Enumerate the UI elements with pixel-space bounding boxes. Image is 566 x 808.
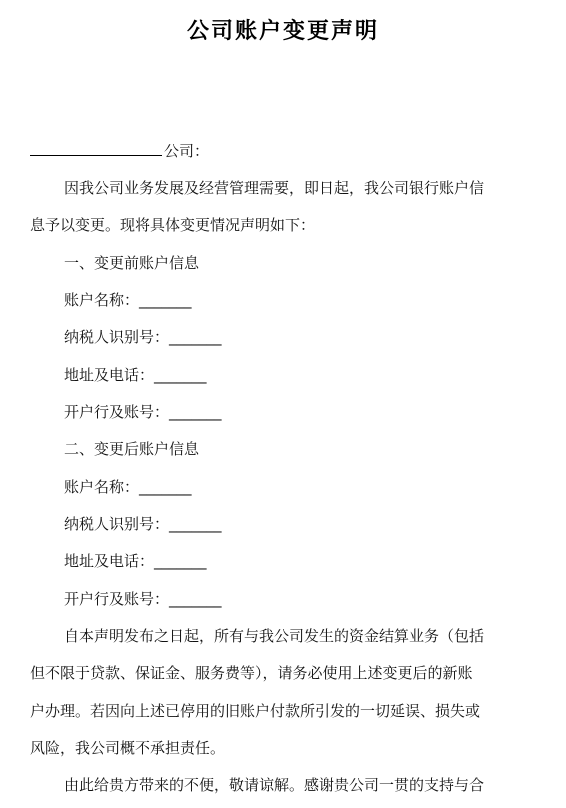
statement-line-3: 户办理。若因向上述已停用的旧账户付款所引发的一切延误、损失或 (30, 702, 481, 720)
addressee-suffix: 公司： (164, 142, 210, 160)
addressee-line (30, 140, 209, 161)
after-bank-account: 开户行及账号：_______ (64, 590, 222, 608)
after-account-name: 账户名称：_______ (64, 478, 192, 496)
before-account-name: 账户名称：_______ (64, 291, 192, 309)
closing-line-1: 由此给贵方带来的不便，敬请谅解。感谢贵公司一贯的支持与合 (64, 776, 485, 794)
section-after-heading: 二、变更后账户信息 (64, 440, 200, 458)
addressee-blank (30, 140, 162, 156)
before-tax-id: 纳税人识别号：_______ (64, 328, 222, 346)
before-address-phone: 地址及电话：_______ (64, 366, 207, 384)
section-before-heading: 一、变更前账户信息 (64, 254, 200, 272)
statement-line-4: 风险，我公司概不承担责任。 (30, 739, 226, 757)
intro-line-2: 息予以变更。现将具体变更情况声明如下： (30, 216, 316, 234)
before-bank-account: 开户行及账号：_______ (64, 403, 222, 421)
document-title: 公司账户变更声明 (186, 18, 379, 44)
statement-line-2: 但不限于贷款、保证金、服务费等），请务必使用上述变更后的新账 (30, 664, 473, 682)
statement-line-1: 自本声明发布之日起，所有与我公司发生的资金结算业务（包括 (64, 627, 485, 645)
intro-line-1: 因我公司业务发展及经营管理需要，即日起，我公司银行账户信 (64, 179, 485, 197)
after-tax-id: 纳税人识别号：_______ (64, 515, 222, 533)
after-address-phone: 地址及电话：_______ (64, 552, 207, 570)
